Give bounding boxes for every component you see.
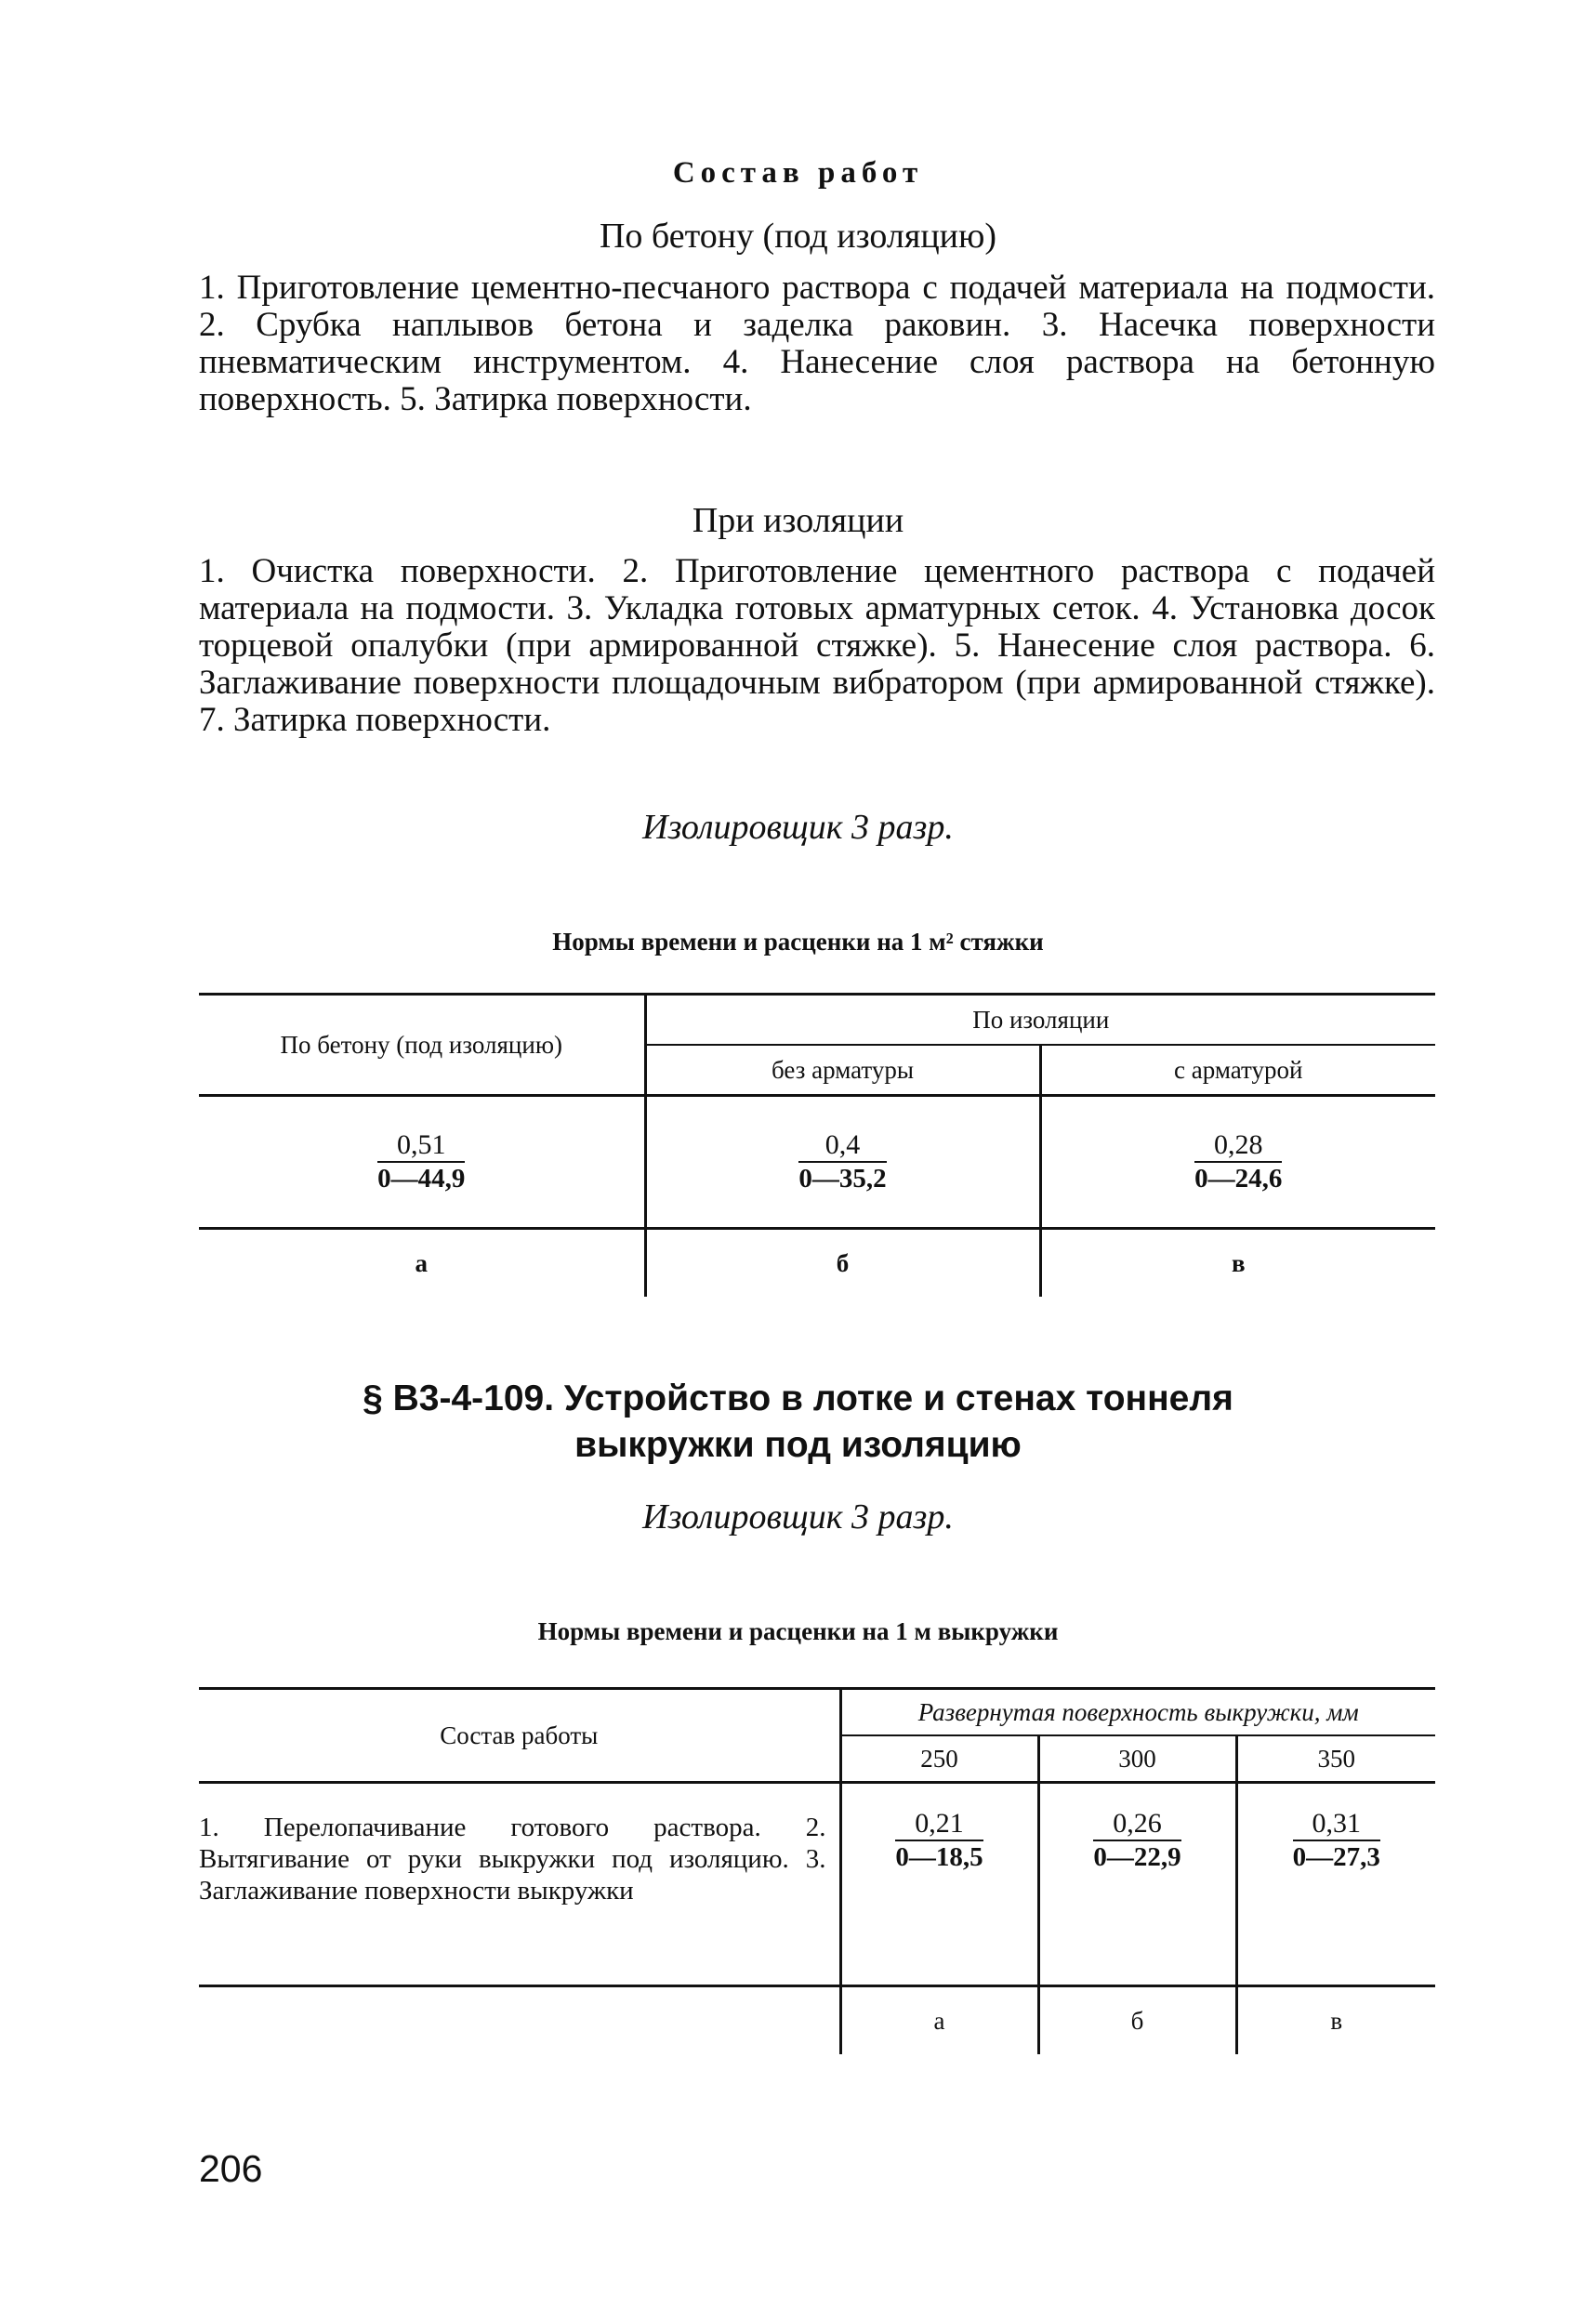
table2-cell-value: [840, 1783, 1038, 1986]
price: 0—22,9: [1093, 1842, 1181, 1872]
table1-header-rebar: с арматурой: [1174, 1055, 1303, 1084]
table1-cell-value: [645, 1096, 1040, 1229]
norm-time: 0,4: [798, 1129, 886, 1163]
table2-letter: а: [840, 1986, 1038, 2055]
section-heading-line1: § В3-4-109. Устройство в лотке и стенах тоннеля: [363, 1378, 1233, 1418]
table2-title: Нормы времени и расценки на 1 м выкружки: [537, 1617, 1059, 1645]
table1-header-concrete: По бетону (под изоляцию): [199, 995, 645, 1096]
norm-time: 0,31: [1293, 1808, 1380, 1841]
section-heading-line2: выкружки под изоляцию: [574, 1425, 1022, 1465]
table2-empty-cell: [199, 1986, 840, 2055]
section-title: Состав работ: [672, 156, 924, 190]
table2-header-size: 350: [1317, 1744, 1355, 1773]
table2-letter: в: [1330, 2006, 1343, 2035]
worker-grade-2: Изолировщик 3 разр.: [642, 1497, 954, 1536]
price: 0—27,3: [1292, 1842, 1380, 1872]
worker-grade: Изолировщик 3 разр.: [642, 808, 954, 847]
norm-time: 0,21: [895, 1808, 983, 1841]
price: 0—18,5: [895, 1842, 983, 1872]
table2-header-size: 250: [840, 1735, 1038, 1783]
table1-letter: в: [1231, 1248, 1246, 1277]
table2-cell-value: [1236, 1783, 1435, 1986]
table2-work-description: 1. Перелопачивание готового раствора. 2. Вытягивание от руки выкружки под изоляцию. 3. Заглаживание поверхности выкружки: [199, 1783, 840, 1986]
norms-table-fillet: [199, 1687, 1435, 2054]
table2-header-size: 300: [1038, 1735, 1236, 1783]
paragraph-concrete-work: 1. Приготовление цементно-песчаного раствора с подачей материала на подмости. 2. Срубка наплывов бетона и заделка раковин. 3. Насечка поверхности пневматическим инструментом. 4. Нанесение слоя раствора на бетонную поверхность. 5. Затирка поверхности.: [199, 269, 1435, 418]
table1-cell-value: [1040, 1096, 1435, 1229]
table1-header-no-rebar: без арматуры: [645, 1045, 1040, 1096]
norms-table-screed: [199, 993, 1435, 1297]
norm-time: 0,28: [1194, 1129, 1282, 1163]
page-number: 206: [199, 2147, 263, 2190]
table2-header-surface: Развернутая поверхность выкружки, мм: [840, 1689, 1435, 1736]
table2-letter: б: [1038, 1986, 1236, 2055]
table2-header-work: Состав работы: [199, 1689, 840, 1783]
table1-letter: а: [199, 1229, 645, 1298]
price: 0—35,2: [798, 1164, 887, 1194]
table1-header-insulation: По изоляции: [645, 995, 1435, 1046]
norm-time: 0,26: [1093, 1808, 1181, 1841]
paragraph-section-heading: [0, 1376, 1596, 1469]
price: 0—24,6: [1194, 1164, 1283, 1194]
subsection-heading-concrete: По бетону (под изоляцию): [599, 217, 997, 256]
subsection-heading-insulation: При изоляции: [692, 501, 904, 540]
table1-cell-value: [199, 1096, 645, 1229]
table1-title: Нормы времени и расценки на 1 м² стяжки: [552, 928, 1044, 956]
paragraph-insulation-work: 1. Очистка поверхности. 2. Приготовление цементного раствора с подачей материала на подмости. 3. Укладка готовых арматурных сеток. 4. Установка досок торцевой опалубки (при армированной стяжке). 5. Нанесение слоя раствора. 6. Заглаживание поверхности площадочным вибратором (при армированной стяжке). 7. Затирка поверхности.: [199, 552, 1435, 739]
norm-time: 0,51: [377, 1129, 465, 1163]
table2-cell-value: [1038, 1783, 1236, 1986]
table1-letter: б: [645, 1229, 1040, 1298]
price: 0—44,9: [377, 1164, 466, 1194]
